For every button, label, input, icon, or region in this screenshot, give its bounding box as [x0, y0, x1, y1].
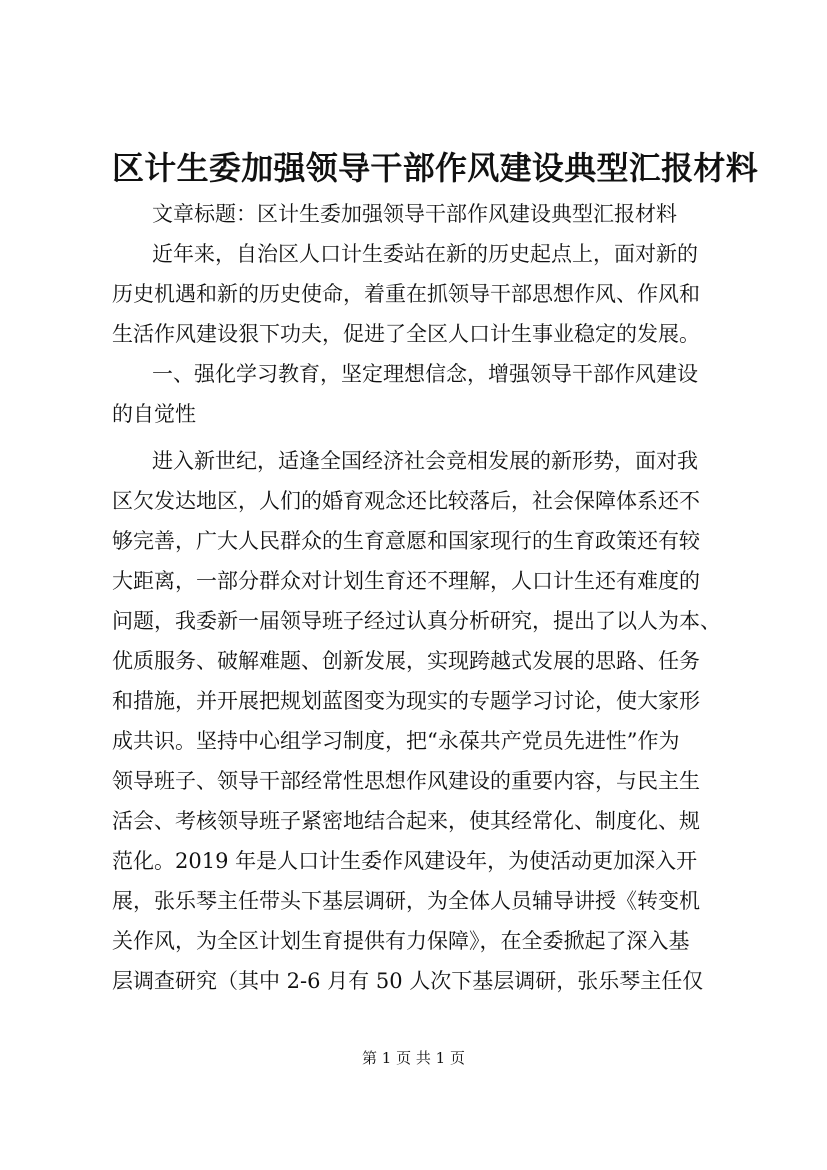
paragraph-line: 进入新世纪，适逢全国经济社会竞相发展的新形势，面对我 — [152, 449, 698, 473]
paragraph-line: 近年来，自治区人口计生委站在新的历史起点上，面对新的 — [152, 242, 698, 266]
paragraph-line: 优质服务、破解难题、创新发展，实现跨越式发展的思路、任务 — [112, 649, 700, 673]
paragraph-line: 关作风，为全区计划生育提供有力保障》，在全委掀起了深入基 — [112, 929, 690, 953]
page-footer: 第 1 页 共 1 页 — [362, 1049, 465, 1067]
paragraph-line: 生活作风建设狠下功夫，促进了全区人口计生事业稳定的发展。 — [112, 322, 700, 346]
paragraph-line: 展，张乐琴主任带头下基层调研，为全体人员辅导讲授《转变机 — [112, 889, 700, 913]
paragraph-line: 和措施，并开展把规划蓝图变为现实的专题学习讨论，使大家形 — [112, 689, 700, 713]
paragraph-line: 范化。2019 年是人口计生委作风建设年，为使活动更加深入开 — [112, 849, 698, 873]
paragraph-line: 区欠发达地区，人们的婚育观念还比较落后，社会保障体系还不 — [112, 489, 700, 513]
article-title-line: 文章标题：区计生委加强领导干部作风建设典型汇报材料 — [152, 202, 677, 226]
document-title: 区计生委加强领导干部作风建设典型汇报材料 — [112, 149, 759, 187]
section-heading-line: 的自觉性 — [112, 402, 196, 426]
paragraph-line: 活会、考核领导班子紧密地结合起来，使其经常化、制度化、规 — [112, 809, 700, 833]
paragraph-line: 历史机遇和新的历史使命，着重在抓领导干部思想作风、作风和 — [112, 282, 700, 306]
paragraph-line: 问题，我委新一届领导班子经过认真分析研究，提出了以人为本、 — [112, 609, 721, 633]
paragraph-line: 大距离，一部分群众对计划生育还不理解，人口计生还有难度的 — [112, 569, 700, 593]
section-heading-line: 一、强化学习教育，坚定理想信念，增强领导干部作风建设 — [152, 362, 698, 386]
paragraph-line: 够完善，广大人民群众的生育意愿和国家现行的生育政策还有较 — [112, 529, 700, 553]
paragraph-line: 层调查研究（其中 2-6 月有 50 人次下基层调研，张乐琴主任仅 — [112, 969, 704, 993]
paragraph-line: 成共识。坚持中心组学习制度，把“永葆共产党员先进性”作为 — [112, 729, 680, 753]
paragraph-line: 领导班子、领导干部经常性思想作风建设的重要内容，与民主生 — [112, 769, 700, 793]
